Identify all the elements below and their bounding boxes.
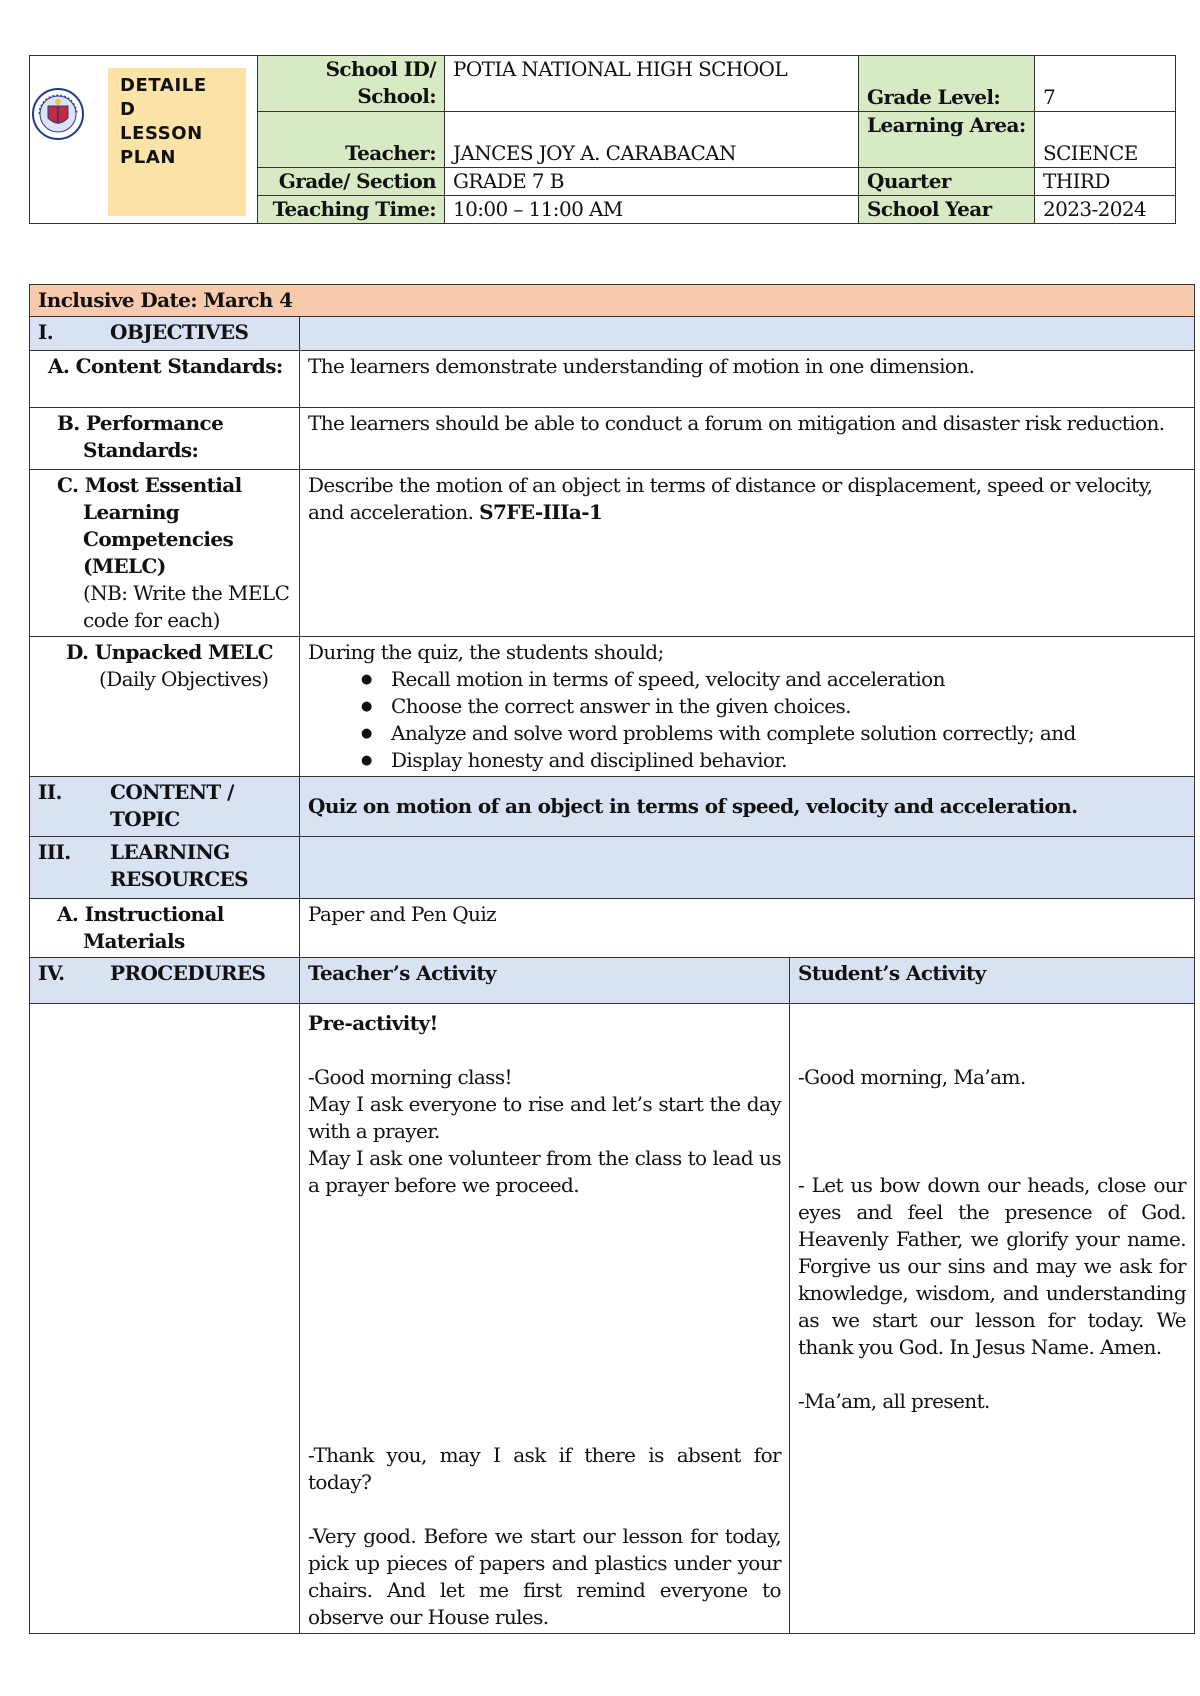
performance-standards-label: B. Performance Standards: [30, 408, 300, 470]
teaching-time-value: 10:00 – 11:00 AM [445, 196, 859, 224]
deped-seal-icon [32, 88, 84, 140]
lesson-plan-title: DETAILE D LESSON PLAN [108, 68, 246, 216]
logo-title-cell [30, 56, 258, 224]
section-value: GRADE 7 B [445, 168, 859, 196]
objectives-blank [300, 317, 1195, 351]
student-activity-cell: -Good morning, Ma’am. - Let us bow down our heads, close our eyes and feel the presence of God. Heavenly Father, we glorify your name. Forgive us our sins and may we ask for knowledge, wisdom, and understanding as we start our lesson for today. We thank you God. In Jesus Name. Amen. -Ma’am, all present. [790, 1004, 1195, 1634]
learning-area-value: SCIENCE [1035, 112, 1176, 168]
school-year-value: 2023-2024 [1035, 196, 1176, 224]
melc-code: S7FE-IIIa-1 [479, 500, 603, 524]
lesson-plan-table [29, 284, 1195, 1634]
instructional-materials-text: Paper and Pen Quiz [300, 899, 1195, 958]
performance-standards-text: The learners should be able to conduct a forum on mitigation and disaster risk reduction. [300, 408, 1195, 470]
teacher-value: JANCES JOY A. CARABACAN [445, 112, 859, 168]
teacher-label: Teacher: [258, 112, 445, 168]
quarter-label: Quarter [859, 168, 1035, 196]
grade-level-label: Grade Level: [859, 56, 1035, 112]
list-item: ● Recall motion in terms of speed, velocity and acceleration [308, 666, 1186, 693]
unpacked-melc-label: D. Unpacked MELC (Daily Objectives) [30, 637, 300, 777]
section-label: Grade/ Section [258, 168, 445, 196]
instructional-materials-label: A. Instructional Materials [30, 899, 300, 958]
resources-heading: III. LEARNING RESOURCES [30, 837, 300, 899]
melc-text: Describe the motion of an object in terms of distance or displacement, speed or velocity, and acceleration. S7FE-IIIa-1 [300, 470, 1195, 637]
resources-blank [300, 837, 1195, 899]
list-item: ● Analyze and solve word problems with complete solution correctly; and [308, 720, 1186, 747]
teacher-activity-header: Teacher’s Activity [300, 958, 790, 1004]
list-item: ● Choose the correct answer in the given choices. [308, 693, 1186, 720]
content-heading: II. CONTENT / TOPIC [30, 777, 300, 837]
learning-area-label: Learning Area: [859, 112, 1035, 168]
content-standards-text: The learners demonstrate understanding of motion in one dimension. [300, 351, 1195, 408]
procedures-blank [30, 1004, 300, 1634]
school-value: POTIA NATIONAL HIGH SCHOOL [445, 56, 859, 112]
objectives-heading: I. OBJECTIVES [30, 317, 300, 351]
grade-level-value: 7 [1035, 56, 1176, 112]
school-label: School ID/ School: [258, 56, 445, 112]
teaching-time-label: Teaching Time: [258, 196, 445, 224]
quarter-value: THIRD [1035, 168, 1176, 196]
content-standards-label: A. Content Standards: [30, 351, 300, 408]
inclusive-date: Inclusive Date: March 4 [30, 285, 1195, 317]
content-topic-text: Quiz on motion of an object in terms of speed, velocity and acceleration. [300, 777, 1195, 837]
melc-label: C. Most Essential Learning Competencies (MELC) (NB: Write the MELC code for each) [30, 470, 300, 637]
unpacked-melc-text: During the quiz, the students should; ● Recall motion in terms of speed, velocity and acceleration ● Choose the correct answer in the given choices. ● Analyze and solve word problems with complete solution correctly; and ● Display honesty and disciplined behavior. [300, 637, 1195, 777]
header-table [29, 55, 1176, 224]
list-item: ● Display honesty and disciplined behavior. [308, 747, 1186, 774]
pre-activity-title: Pre-activity! [308, 1011, 438, 1035]
school-year-label: School Year [859, 196, 1035, 224]
student-activity-header: Student’s Activity [790, 958, 1195, 1004]
teacher-activity-cell: Pre-activity! -Good morning class! May I ask everyone to rise and let’s start the day with a prayer. May I ask one volunteer from the class to lead us a prayer before we proceed. -Thank you, may I ask if there is absent for today? -Very good. Before we start our lesson for today, pick up pieces of papers and plastics under your chairs. And let me first remind everyone to observe our House rules. [300, 1004, 790, 1634]
procedures-heading: IV. PROCEDURES [30, 958, 300, 1004]
daily-objectives-list [308, 666, 1186, 774]
